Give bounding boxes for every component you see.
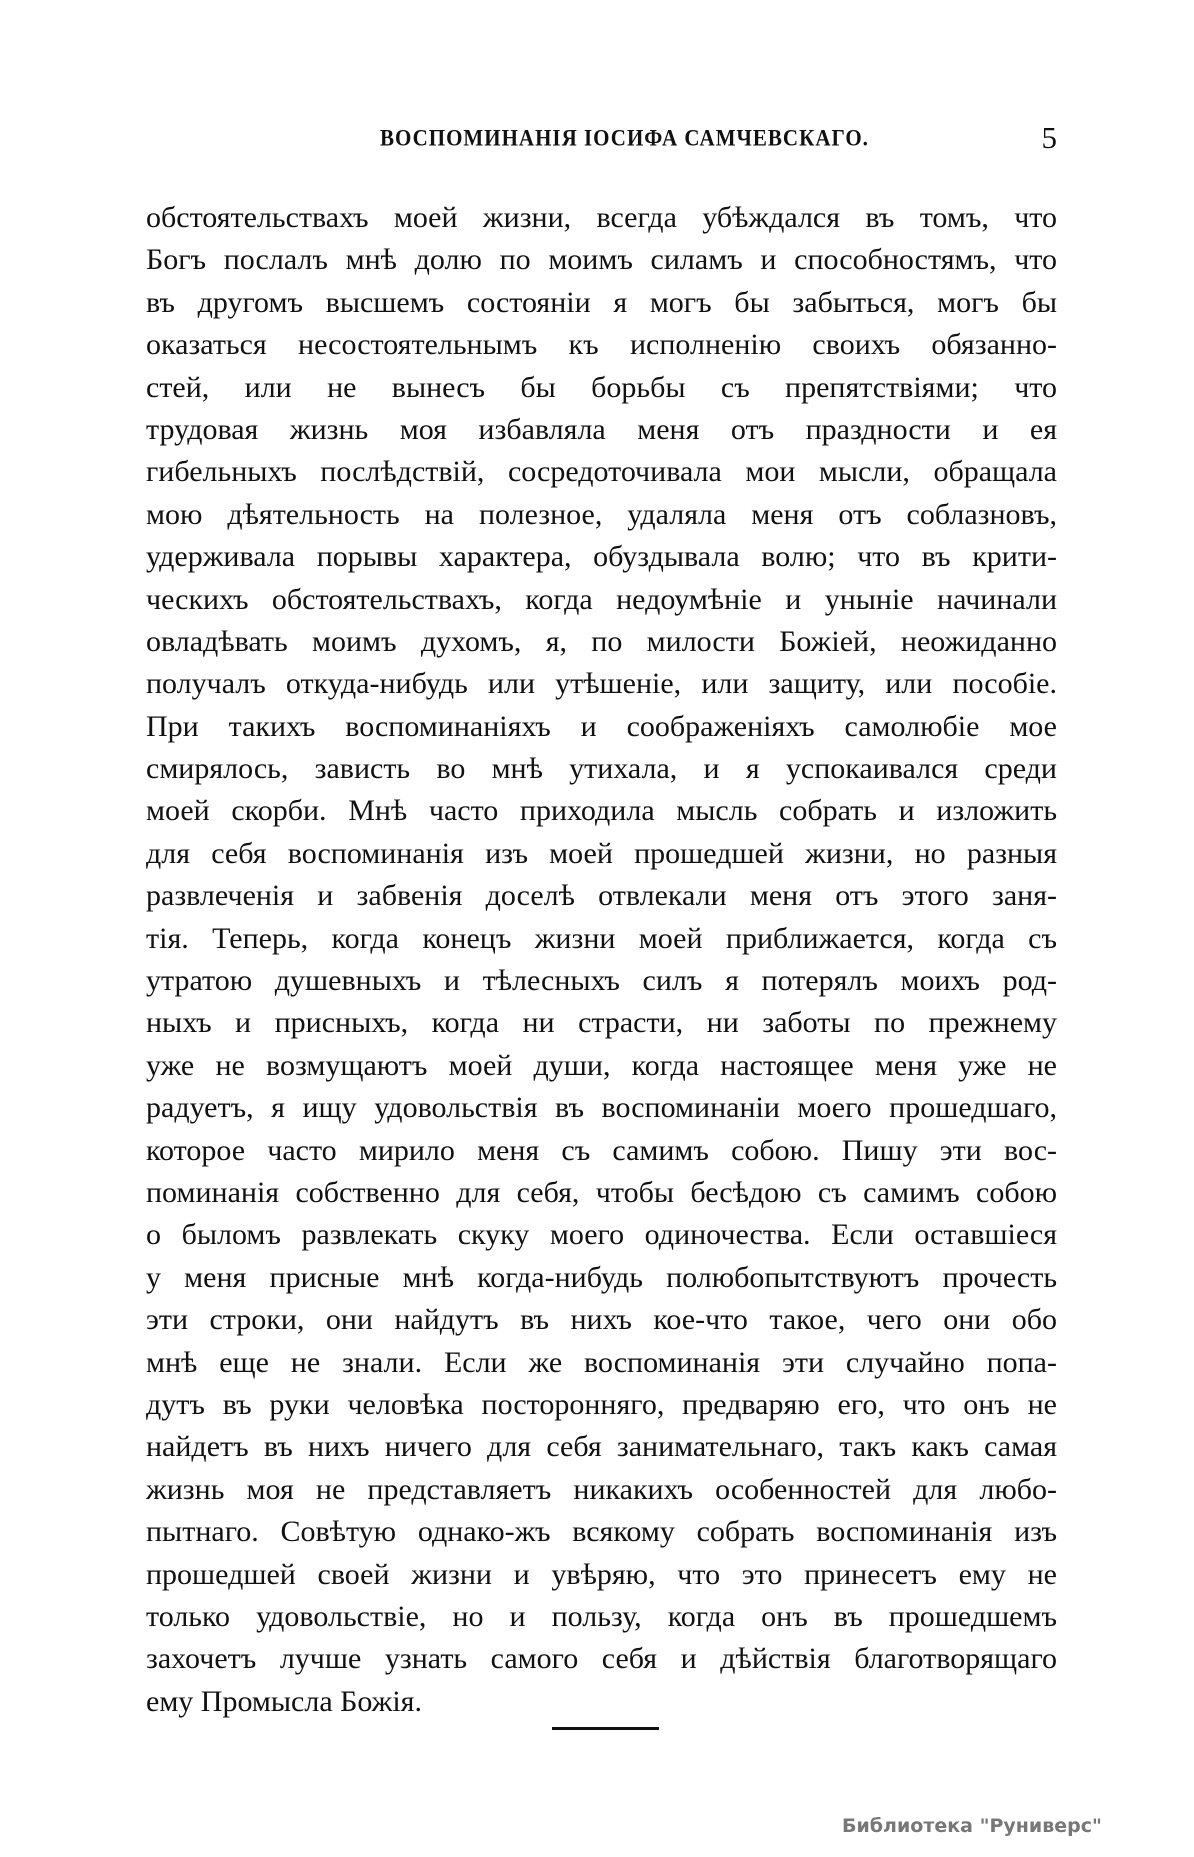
text-line: смирялось, зависть во мнѣ утихала, и я успокаивался среди [146, 752, 1057, 786]
text-line: о быломъ развлекать скуку моего одиночества. Если оставшіеся [146, 1218, 1057, 1252]
text-line: овладѣвать моимъ духомъ, я, по милости Божіей, неожиданно [146, 624, 1057, 658]
text-line: тія. Теперь, когда конецъ жизни моей приближается, когда съ [146, 921, 1057, 955]
text-line: радуетъ, я ищу удовольствія въ воспоминаніи моего прошедшаго, [146, 1091, 1057, 1125]
text-line: захочетъ лучше узнать самого себя и дѣйствія благотворящаго [146, 1642, 1057, 1676]
section-end-rule [552, 1727, 659, 1730]
text-line: обстоятельствахъ моей жизни, всегда убѣждался въ томъ, что [146, 201, 1057, 234]
text-line: удерживала порывы характера, обуздывала волю; что въ крити- [146, 540, 1057, 574]
page-number: 5 [1041, 120, 1057, 155]
text-line: утратою душевныхъ и тѣлесныхъ силъ я потерялъ моихъ род- [146, 964, 1057, 998]
text-line: получалъ откуда-нибудь или утѣшеніе, или защиту, или пособіе. [146, 667, 1057, 701]
text-line: дутъ въ руки человѣка посторонняго, предваряю его, что онъ не [146, 1387, 1057, 1421]
text-line: ему Промысла Божія. [146, 1684, 422, 1718]
text-line: оказаться несостоятельнымъ къ исполненію своихъ обязанно- [146, 328, 1057, 362]
text-line: только удовольствіе, но и пользу, когда онъ въ прошедшемъ [146, 1599, 1057, 1633]
text-line: прошедшей своей жизни и увѣряю, что это принесетъ ему не [146, 1557, 1057, 1591]
text-line: ческихъ обстоятельствахъ, когда недоумѣніе и уныніе начинали [146, 582, 1057, 616]
running-title: ВОСПОМИНАНІЯ ІОСИФА САМЧЕВСКАГО. [380, 124, 869, 152]
text-line: Богъ послалъ мнѣ долю по моимъ силамъ и способностямъ, что [146, 243, 1057, 277]
text-line: въ другомъ высшемъ состояніи я могъ бы забыться, могъ бы [146, 285, 1057, 319]
library-watermark: Библиотека "Руниверс" [842, 1815, 1102, 1837]
text-line: уже не возмущаютъ моей души, когда настоящее меня уже не [146, 1048, 1057, 1082]
text-line: стей, или не вынесъ бы борьбы съ препятствіями; что [146, 370, 1057, 404]
text-line: трудовая жизнь моя избавляла меня отъ праздности и ея [146, 412, 1057, 446]
text-line: моей скорби. Мнѣ часто приходила мысль собрать и изложить [146, 794, 1057, 828]
text-line: для себя воспоминанія изъ моей прошедшей жизни, но разныя [146, 836, 1057, 870]
text-line: у меня присные мнѣ когда-нибудь полюбопытствуютъ прочесть [146, 1260, 1057, 1294]
text-line: мою дѣятельность на полезное, удаляла меня отъ соблазновъ, [146, 497, 1057, 531]
text-line: которое часто мирило меня съ самимъ собою. Пишу эти вос- [146, 1133, 1057, 1167]
text-line: гибельныхъ послѣдствій, сосредоточивала мои мысли, обращала [146, 455, 1057, 489]
text-line: эти строки, они найдутъ въ нихъ кое-что такое, чего они обо [146, 1303, 1057, 1337]
text-line: При такихъ воспоминаніяхъ и соображеніяхъ самолюбіе мое [146, 709, 1057, 743]
text-line: поминанія собственно для себя, чтобы бесѣдою съ самимъ собою [146, 1175, 1057, 1209]
text-line: найдетъ въ нихъ ничего для себя занимательнаго, такъ какъ самая [146, 1430, 1057, 1464]
text-line: ныхъ и присныхъ, когда ни страсти, ни заботы по прежнему [146, 1006, 1057, 1040]
text-line: жизнь моя не представляетъ никакихъ особенностей для любо- [146, 1472, 1057, 1506]
page-header [146, 120, 1057, 160]
body-text [146, 197, 1057, 1723]
text-line: мнѣ еще не знали. Если же воспоминанія эти случайно попа- [146, 1345, 1057, 1379]
text-line: пытнаго. Совѣтую однако-жъ всякому собрать воспоминанія изъ [146, 1515, 1057, 1549]
text-line: развлеченія и забвенія доселѣ отвлекали меня отъ этого заня- [146, 879, 1057, 913]
